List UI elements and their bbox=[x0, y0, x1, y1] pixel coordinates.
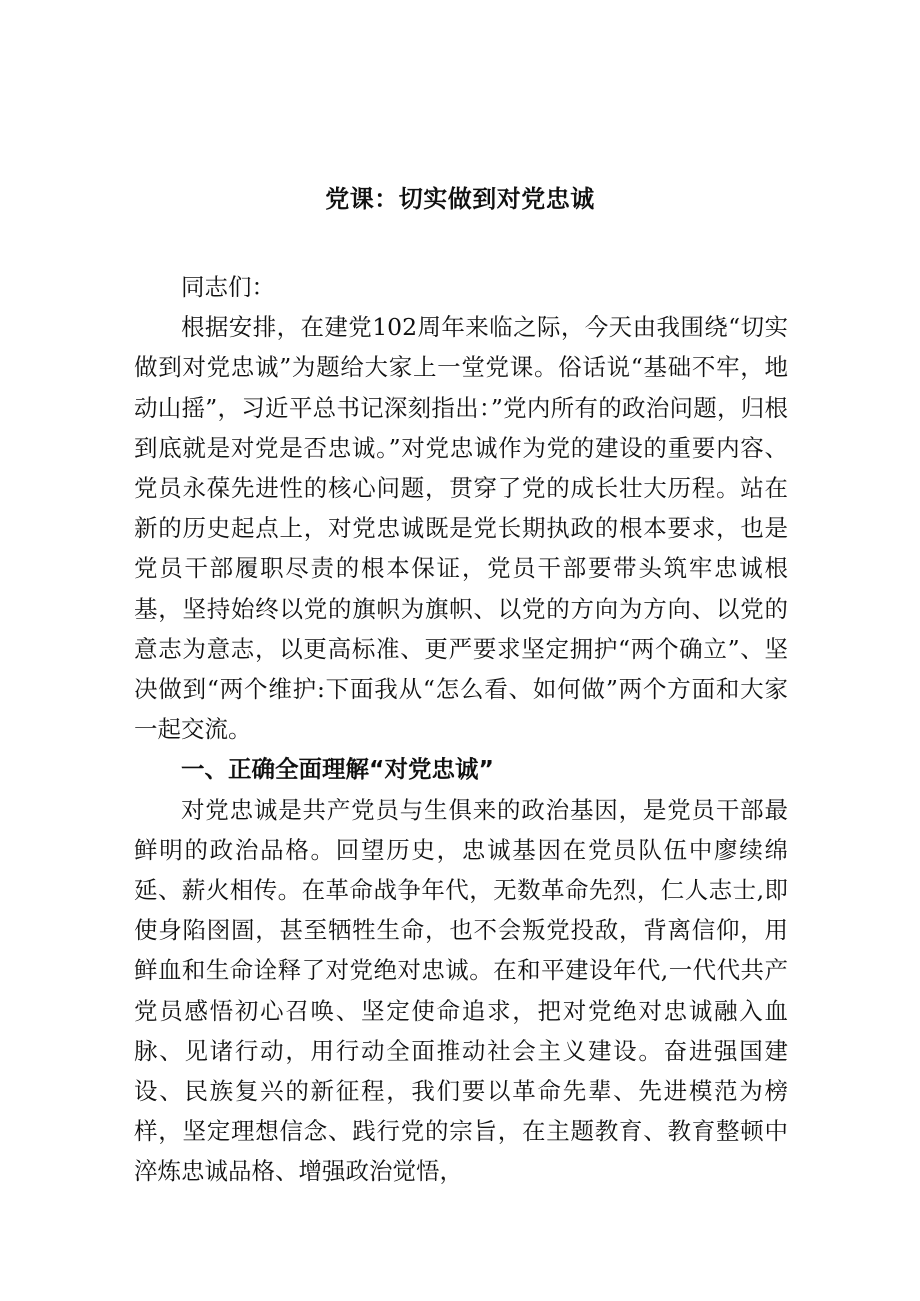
document-title: 党课：切实做到对党忠诚 bbox=[325, 185, 595, 213]
section-heading-1: 一、正确全面理解“对党忠诚” bbox=[181, 755, 494, 784]
paragraph-section-1: 对党忠诚是共产党员与生俱来的政治基因，是党员干部最鲜明的政治品格。回望历史，忠诚基因在党员队伍中廖续绵延、薪火相传。在革命战争年代，无数革命先烈，仁人志士,即使身陷囹圄，甚至牺牲生命，也不会叛党投敌，背离信仰，用鲜血和生命诠释了对党绝对忠诚。在和平建设年代,一代代共产党员感悟初心召唤、坚定使命追求，把对党绝对忠诚融入血脉、见诸行动，用行动全面推动社会主义建设。奋进强国建设、民族复兴的新征程，我们要以革命先辈、先进模范为榜样，坚定理想信念、践行党的宗旨，在主题教育、教育整顿中淬炼忠诚品格、增强政治觉悟， bbox=[134, 795, 788, 1186]
paragraph-intro: 根据安排，在建党102周年来临之际，今天由我围绕“切实做到对党忠诚”为题给大家上一堂党课。俗话说“基础不牢，地动山摇”，习近平总书记深刻指出：”党内所有的政治问题，归根到底就是对党是否忠诚。”对党忠诚作为党的建设的重要内容、党员永葆先进性的核心问题，贯穿了党的成长壮大历程。站在新的历史起点上，对党忠诚既是党长期执政的根本要求，也是党员干部履职尽责的根本保证，党员干部要带头筑牢忠诚根基，坚持始终以党的旗帜为旗帜、以党的方向为方向、以党的意志为意志，以更高标准、更严要求坚定拥护“两个确立”、坚决做到“两个维护:下面我从“怎么看、如何做”两个方面和大家一起交流。 bbox=[134, 313, 788, 744]
document-body bbox=[134, 267, 788, 1192]
salutation: 同志们： bbox=[181, 273, 275, 301]
